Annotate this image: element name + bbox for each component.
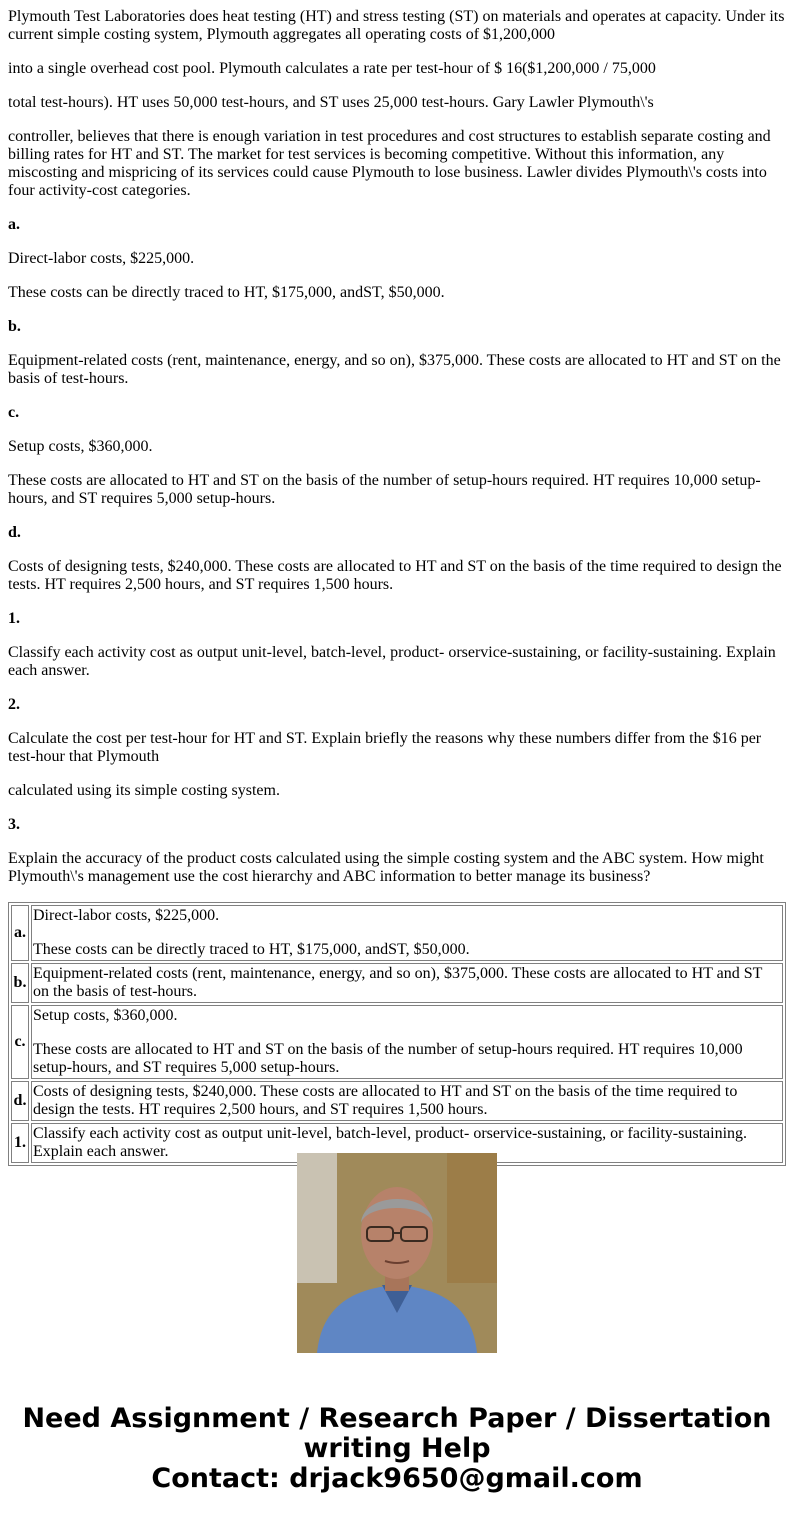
- row-text: Classify each activity cost as output unit-level, batch-level, product- orservice-sustaining, or facility-sustaining. Explain each answer.: [31, 1123, 783, 1163]
- question-table-container[interactable]: [8, 902, 786, 1160]
- row-key: c.: [11, 1005, 29, 1079]
- intro-paragraph: into a single overhead cost pool. Plymouth calculates a rate per test-hour of $ 16($1,200,000 / 75,000: [8, 60, 656, 77]
- table-row: [11, 1005, 783, 1079]
- item-label: d.: [8, 524, 21, 541]
- item-label: a.: [8, 216, 20, 233]
- promo-line: Need Assignment / Research Paper / Dissertation: [22, 1403, 772, 1434]
- row-text: [31, 1005, 783, 1079]
- table-row: [11, 905, 783, 961]
- intro-paragraph: total test-hours). HT uses 50,000 test-hours, and ST uses 25,000 test-hours. Gary Lawler Plymouth\'s: [8, 94, 654, 111]
- question-body: [8, 8, 786, 902]
- item-text: Setup costs, $360,000.: [8, 438, 153, 455]
- intro-paragraph: Plymouth Test Laboratories does heat testing (HT) and stress testing (ST) on materials and operates at capacity. Under its current simple costing system, Plymouth aggregates all operating costs of $1,200,000: [8, 8, 785, 43]
- item-label: 3.: [8, 816, 20, 833]
- table-row: [11, 963, 783, 1003]
- row-text: Equipment-related costs (rent, maintenance, energy, and so on), $375,000. These costs are allocated to HT and ST on the basis of test-hours.: [31, 963, 783, 1003]
- item-label: b.: [8, 318, 21, 335]
- item-text: Explain the accuracy of the product costs calculated using the simple costing system and the ABC system. How might Plymouth\'s management use the cost hierarchy and ABC information to better manage its business?: [8, 850, 764, 885]
- row-key: a.: [11, 905, 29, 961]
- row-text: Costs of designing tests, $240,000. These costs are allocated to HT and ST on the basis of the time required to design the tests. HT requires 2,500 hours, and ST requires 1,500 hours.: [31, 1081, 783, 1121]
- item-label: c.: [8, 404, 20, 421]
- item-text: Equipment-related costs (rent, maintenance, energy, and so on), $375,000. These costs are allocated to HT and ST on the basis of test-hours.: [8, 352, 781, 387]
- row-text-line: Direct-labor costs, $225,000.: [33, 907, 220, 924]
- item-text: Classify each activity cost as output unit-level, batch-level, product- orservice-sustaining, or facility-sustaining. Explain each answer.: [8, 644, 776, 679]
- row-key: 1.: [11, 1123, 29, 1163]
- table-row: [11, 1081, 783, 1121]
- row-text-line: Setup costs, $360,000.: [33, 1007, 178, 1024]
- promo-line: writing Help: [303, 1433, 491, 1464]
- item-text: These costs are allocated to HT and ST on the basis of the number of setup-hours required. HT requires 10,000 setup-hours, and ST requires 5,000 setup-hours.: [8, 472, 761, 507]
- promo-contact: Contact: drjack9650@gmail.com: [151, 1463, 643, 1494]
- row-text-line: These costs can be directly traced to HT, $175,000, andST, $50,000.: [33, 941, 470, 958]
- row-key: d.: [11, 1081, 29, 1121]
- item-label: 1.: [8, 610, 20, 627]
- item-text: calculated using its simple costing system.: [8, 782, 280, 799]
- promo-banner: [0, 1404, 794, 1494]
- row-text-line: These costs are allocated to HT and ST on the basis of the number of setup-hours required. HT requires 10,000 setup-hours, and ST requires 5,000 setup-hours.: [33, 1041, 743, 1076]
- item-text: Calculate the cost per test-hour for HT and ST. Explain briefly the reasons why these numbers differ from the $16 per test-hour that Plymouth: [8, 730, 762, 765]
- item-text: Costs of designing tests, $240,000. These costs are allocated to HT and ST on the basis of the time required to design the tests. HT requires 2,500 hours, and ST requires 1,500 hours.: [8, 558, 782, 593]
- intro-paragraph: controller, believes that there is enough variation in test procedures and cost structures to establish separate costing and billing rates for HT and ST. The market for test services is becoming competitive. Without this information, any miscosting and mispricing of its services could cause Plymouth to lose business. Lawler divides Plymouth\'s costs into four activity-cost categories.: [8, 128, 771, 199]
- avatar: [297, 1153, 497, 1353]
- row-text: [31, 905, 783, 961]
- item-label: 2.: [8, 696, 20, 713]
- item-text: These costs can be directly traced to HT, $175,000, andST, $50,000.: [8, 284, 445, 301]
- row-key: b.: [11, 963, 29, 1003]
- item-text: Direct-labor costs, $225,000.: [8, 250, 195, 267]
- person-photo-icon: [297, 1153, 497, 1353]
- question-table: [8, 902, 786, 1166]
